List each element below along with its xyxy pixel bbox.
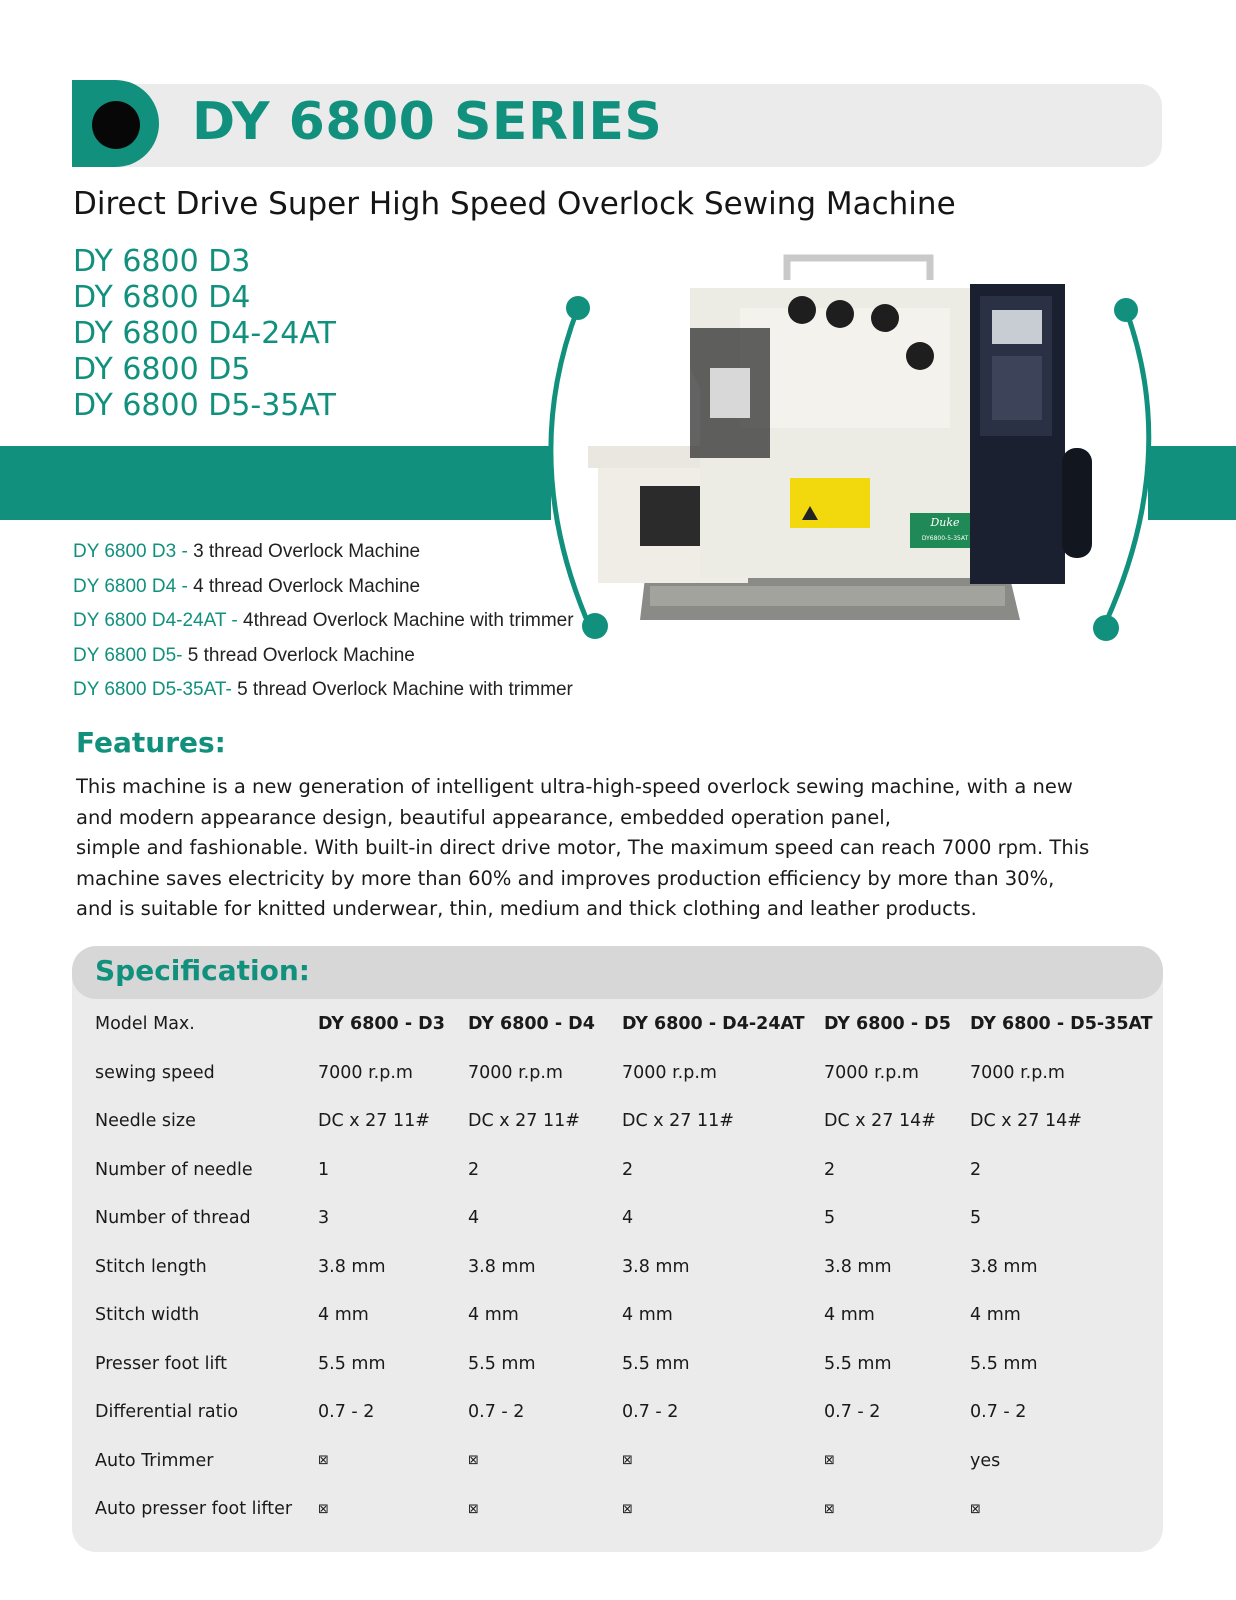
spec-label: Differential ratio (95, 1402, 239, 1423)
model-item: DY 6800 D3 (73, 244, 251, 279)
table-row (95, 1437, 1160, 1486)
spec-value: 5.5 mm (824, 1353, 892, 1374)
spec-value: 7000 r.p.m (318, 1062, 413, 1083)
spec-value: 3 (318, 1208, 330, 1229)
spec-value: 5.5 mm (622, 1353, 690, 1374)
spec-label: Stitch length (95, 1256, 207, 1277)
spec-value: ⊠ (970, 1501, 981, 1517)
model-item: DY 6800 D4 (73, 280, 251, 315)
model-list (73, 244, 336, 424)
spec-value: 1 (318, 1159, 330, 1180)
spec-value: 0.7 - 2 (970, 1402, 1027, 1423)
spec-value: 0.7 - 2 (622, 1402, 679, 1423)
spec-value: 5.5 mm (970, 1353, 1038, 1374)
model-item: DY 6800 D5-35AT (73, 388, 336, 423)
description-item: DY 6800 D5- 5 thread Overlock Machine (73, 644, 415, 666)
spec-value: 4 mm (468, 1305, 519, 1326)
spec-value: 4 (468, 1208, 480, 1229)
spec-value: 0.7 - 2 (824, 1402, 881, 1423)
logo-dot-icon (92, 101, 140, 149)
spec-label: Auto presser foot lifter (95, 1499, 293, 1520)
spec-value: 0.7 - 2 (468, 1402, 525, 1423)
features-heading: Features: (76, 726, 226, 759)
machine-image (540, 248, 1160, 648)
table-row (95, 1340, 1160, 1389)
spec-label: Stitch width (95, 1305, 200, 1326)
table-row (95, 1000, 1160, 1049)
spec-value: 4 mm (622, 1305, 673, 1326)
description-item: DY 6800 D3 - 3 thread Overlock Machine (73, 541, 421, 562)
table-row (95, 1097, 1160, 1146)
spec-value: yes (970, 1450, 1001, 1471)
model-descriptions (73, 535, 574, 708)
spec-value: DY 6800 - D3 (318, 1014, 445, 1035)
spec-label: Model Max. (95, 1014, 195, 1035)
spec-value: ⊠ (468, 1453, 479, 1469)
spec-value: 4 (622, 1208, 634, 1229)
spec-value: 3.8 mm (622, 1256, 690, 1277)
table-row (95, 1194, 1160, 1243)
table-row (95, 1291, 1160, 1340)
machine-model-plate: DY6800-5-35AT (921, 535, 969, 542)
spec-label: Number of thread (95, 1208, 251, 1229)
spec-value: 7000 r.p.m (622, 1062, 717, 1083)
table-row (95, 1243, 1160, 1292)
description-item: DY 6800 D4 - 4 thread Overlock Machine (73, 575, 421, 597)
spec-value: 4 mm (318, 1305, 369, 1326)
spec-value: ⊠ (622, 1453, 633, 1469)
spec-label: Number of needle (95, 1159, 253, 1180)
spec-value: DY 6800 - D4-24AT (622, 1014, 805, 1035)
spec-value: DC x 27 14# (970, 1111, 1082, 1132)
spec-value: ⊠ (622, 1501, 633, 1517)
spec-value: 3.8 mm (468, 1256, 536, 1277)
spec-value: 5.5 mm (468, 1353, 536, 1374)
spec-value: 3.8 mm (970, 1256, 1038, 1277)
specification-panel (72, 946, 1163, 1552)
spec-label: sewing speed (95, 1062, 215, 1083)
spec-value: DY 6800 - D5-35AT (970, 1014, 1153, 1035)
spec-value: DC x 27 11# (468, 1111, 580, 1132)
spec-value: 5.5 mm (318, 1353, 386, 1374)
accent-band-left (0, 446, 551, 520)
spec-label: Needle size (95, 1111, 196, 1132)
accent-band-right (1148, 446, 1236, 520)
spec-value: 5 (824, 1208, 836, 1229)
spec-value: 7000 r.p.m (824, 1062, 919, 1083)
spec-value: 0.7 - 2 (318, 1402, 375, 1423)
machine-brand-label: Duke (930, 516, 960, 529)
spec-value: ⊠ (318, 1453, 329, 1469)
spec-label: Presser foot lift (95, 1353, 228, 1374)
spec-value: 4 mm (824, 1305, 875, 1326)
model-item: DY 6800 D4-24AT (73, 316, 336, 351)
page-subtitle: Direct Drive Super High Speed Overlock Sewing Machine (73, 186, 956, 222)
spec-value: ⊠ (318, 1501, 329, 1517)
spec-value: ⊠ (824, 1501, 835, 1517)
spec-value: 5 (970, 1208, 982, 1229)
table-row (95, 1388, 1160, 1437)
spec-value: 7000 r.p.m (468, 1062, 563, 1083)
spec-value: DC x 27 11# (318, 1111, 430, 1132)
spec-value: DY 6800 - D4 (468, 1014, 595, 1035)
spec-value: 2 (970, 1159, 982, 1180)
series-title: DY 6800 SERIES (192, 92, 663, 152)
spec-label: Auto Trimmer (95, 1450, 214, 1471)
model-item: DY 6800 D5 (73, 352, 251, 387)
features-paragraph: This machine is a new generation of intelligent ultra-high-speed overlock sewing machine, with a new and modern appearance design, beautiful appearance, embedded operation panel, simple and fashionable. With built-in direct drive motor, The maximum speed can reach 7000 rpm. This machine saves electricity by more than 60% and improves production efficiency by more than 30%, and is suitable for knitted underwear, thin, medium and thick clothing and leather products. (76, 775, 1090, 920)
spec-value: ⊠ (824, 1453, 835, 1469)
spec-value: 3.8 mm (318, 1256, 386, 1277)
specification-heading: Specification: (95, 954, 310, 987)
description-item: DY 6800 D5-35AT- 5 thread Overlock Machine with trimmer (73, 679, 573, 700)
spec-value: 2 (468, 1159, 480, 1180)
spec-value: 2 (824, 1159, 836, 1180)
spec-value: 3.8 mm (824, 1256, 892, 1277)
spec-value: 2 (622, 1159, 634, 1180)
table-row (95, 1049, 1160, 1098)
spec-value: DY 6800 - D5 (824, 1014, 951, 1035)
table-row (95, 1485, 1160, 1534)
description-item: DY 6800 D4-24AT - 4thread Overlock Machine with trimmer (73, 610, 574, 631)
spec-value: 7000 r.p.m (970, 1062, 1065, 1083)
spec-value: DC x 27 14# (824, 1111, 936, 1132)
table-row (95, 1146, 1160, 1195)
specification-table (95, 1000, 1160, 1534)
spec-value: DC x 27 11# (622, 1111, 734, 1132)
spec-value: 4 mm (970, 1305, 1021, 1326)
spec-value: ⊠ (468, 1501, 479, 1517)
